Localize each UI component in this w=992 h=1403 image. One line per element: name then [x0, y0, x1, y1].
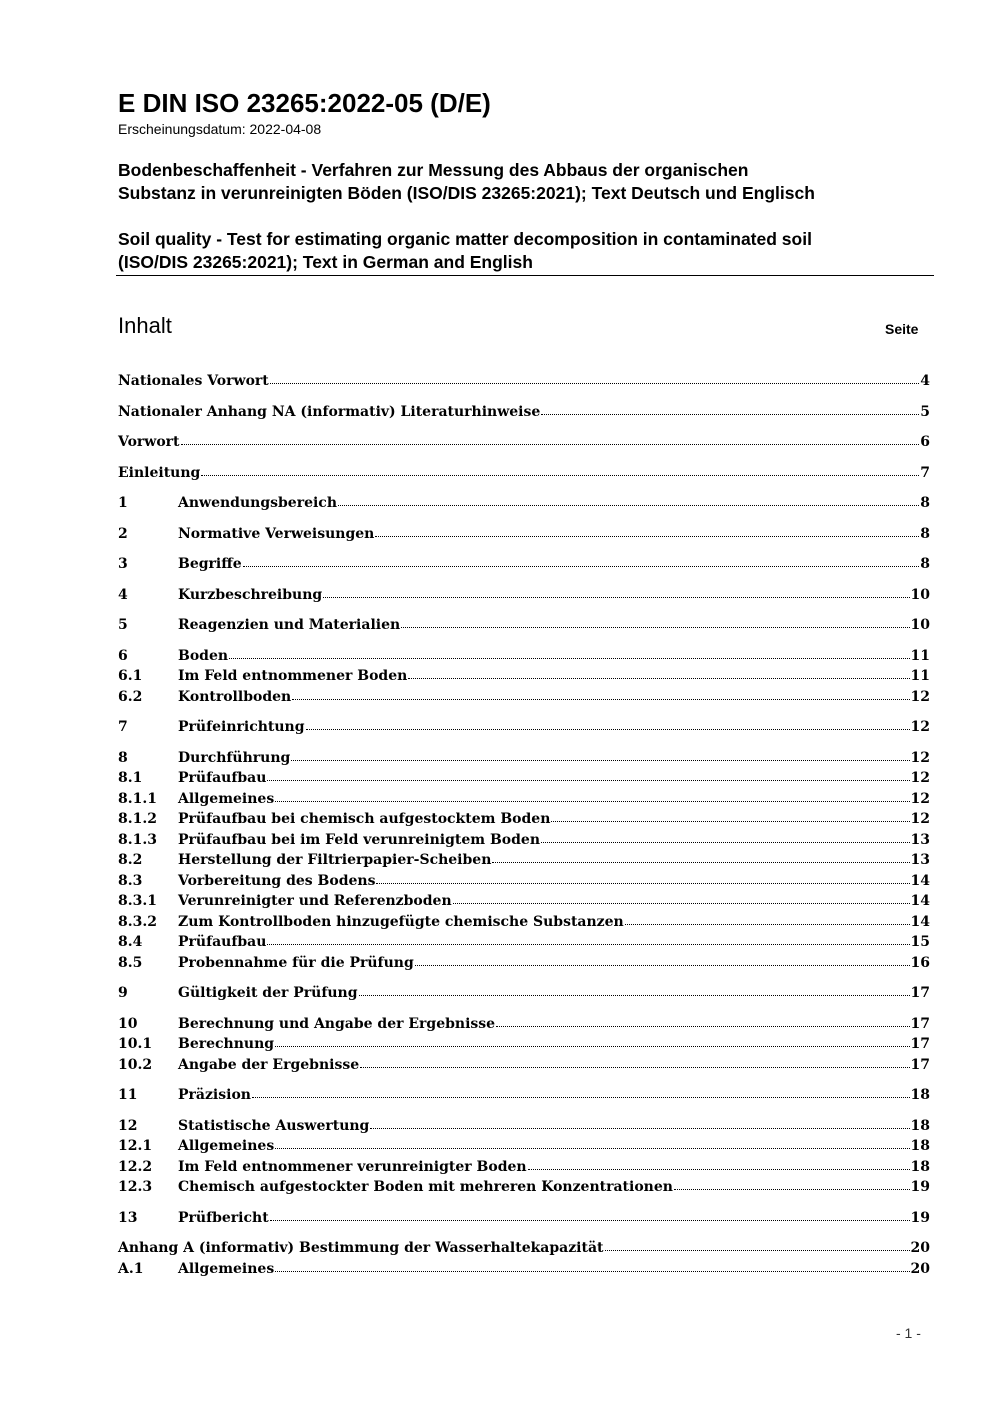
toc-leader-dots: [201, 474, 919, 476]
toc-entry-page: 8: [920, 556, 930, 572]
toc-entry-title: Verunreinigter und Referenzboden: [178, 893, 452, 909]
toc-entry-number: 8.1.2: [118, 811, 157, 827]
toc-entry[interactable]: [118, 932, 930, 953]
toc-entry-number: 8: [118, 749, 128, 766]
table-of-contents: [118, 371, 930, 1279]
toc-entry[interactable]: [118, 646, 930, 667]
toc-entry-number: 1: [118, 495, 128, 511]
toc-entry-page: 12: [910, 811, 930, 827]
toc-entry[interactable]: [118, 463, 930, 484]
toc-entry-number: 2: [118, 525, 128, 542]
toc-entry[interactable]: [118, 493, 930, 514]
toc-entry-number: 8.1.1: [118, 790, 157, 807]
toc-leader-dots: [551, 820, 909, 822]
toc-entry-number: 8.3.1: [118, 893, 157, 909]
toc-entry-number: 8.3.2: [118, 913, 157, 930]
toc-entry-number: 4: [118, 586, 128, 603]
toc-entry-number: 8.5: [118, 954, 143, 971]
toc-leader-dots: [338, 504, 919, 506]
toc-entry-page: 12: [910, 719, 930, 735]
toc-leader-dots: [492, 861, 909, 863]
toc-entry-title: Durchführung: [178, 749, 291, 766]
toc-entry-page: 17: [910, 1056, 930, 1073]
toc-entry-page: 18: [910, 1087, 930, 1103]
toc-entry-title: Zum Kontrollboden hinzugefügte chemische Substanzen: [178, 913, 624, 930]
toc-leader-dots: [275, 800, 909, 802]
toc-entry-page: 13: [910, 852, 930, 868]
toc-leader-dots: [605, 1249, 910, 1251]
toc-leader-dots: [270, 382, 920, 384]
toc-leader-dots: [541, 413, 919, 415]
toc-entry-number: 8.2: [118, 852, 143, 868]
subtitle-german-line: Substanz in verunreinigten Böden (ISO/DIS 23265:2021); Text Deutsch und Englisch: [118, 183, 815, 203]
toc-leader-dots: [275, 1147, 909, 1149]
toc-entry-title: Boden: [178, 647, 229, 664]
toc-entry-page: 4: [920, 373, 930, 389]
toc-entry[interactable]: [118, 432, 930, 453]
toc-entry-title: Im Feld entnommener Boden: [178, 668, 408, 684]
toc-leader-dots: [359, 994, 910, 996]
toc-entry-page: 18: [910, 1117, 930, 1134]
toc-leader-dots: [267, 779, 909, 781]
toc-entry[interactable]: [118, 871, 930, 892]
toc-entry-number: A.1: [118, 1260, 144, 1277]
toc-entry[interactable]: [118, 748, 930, 769]
toc-entry[interactable]: [118, 371, 930, 392]
toc-entry-title: Begriffe: [178, 556, 242, 572]
publication-date: Erscheinungsdatum: 2022-04-08: [118, 121, 322, 137]
toc-entry-title: Prüfbericht: [178, 1209, 269, 1226]
toc-leader-dots: [270, 1219, 910, 1221]
toc-entry-page: 14: [910, 872, 930, 889]
toc-entry-number: 6: [118, 647, 128, 664]
toc-entry-page: 12: [910, 749, 930, 766]
toc-entry-page: 12: [910, 770, 930, 786]
toc-leader-dots: [376, 882, 909, 884]
toc-entry-title: Prüfaufbau: [178, 934, 267, 950]
toc-entry-page: 20: [910, 1260, 930, 1277]
toc-entry-title: Anwendungsbereich: [178, 495, 337, 511]
toc-entry[interactable]: [118, 717, 930, 738]
toc-entry-page: 12: [910, 688, 930, 705]
toc-leader-dots: [267, 943, 909, 945]
toc-leader-dots: [401, 626, 909, 628]
toc-entry-title: Prüfaufbau bei im Feld verunreinigtem Boden: [178, 831, 541, 848]
toc-leader-dots: [625, 923, 910, 925]
toc-entry[interactable]: [118, 1259, 930, 1280]
toc-entry[interactable]: [118, 768, 930, 789]
toc-entry-page: 14: [910, 913, 930, 930]
toc-entry-title: Prüfeinrichtung: [178, 719, 305, 735]
toc-entry-title: Kurzbeschreibung: [178, 586, 323, 603]
toc-entry-page: 17: [910, 1036, 930, 1052]
toc-leader-dots: [306, 728, 910, 730]
toc-entry-number: 5: [118, 617, 128, 633]
toc-entry-title: Vorbereitung des Bodens: [178, 872, 376, 889]
toc-entry-title: Prüfaufbau bei chemisch aufgestocktem Boden: [178, 811, 551, 827]
toc-entry-title: Im Feld entnommener verunreinigter Boden: [178, 1158, 527, 1175]
toc-entry[interactable]: [118, 1014, 930, 1035]
toc-entry-page: 18: [910, 1138, 930, 1154]
toc-entry-number: 7: [118, 719, 128, 735]
toc-entry[interactable]: [118, 983, 930, 1004]
toc-entry[interactable]: [118, 1034, 930, 1055]
toc-page-label: Seite: [885, 321, 919, 337]
toc-entry-number: 12.2: [118, 1158, 153, 1175]
toc-entry-page: 5: [920, 403, 930, 420]
toc-entry-title: Prüfaufbau: [178, 770, 267, 786]
toc-entry-number: 10: [118, 1015, 138, 1032]
toc-entry-number: 10.1: [118, 1036, 153, 1052]
toc-entry[interactable]: [118, 1238, 930, 1259]
toc-entry[interactable]: [118, 850, 930, 871]
toc-entry-title: Reagenzien und Materialien: [178, 617, 401, 633]
toc-entry-number: 13: [118, 1209, 138, 1226]
toc-leader-dots: [453, 902, 910, 904]
document-title: E DIN ISO 23265:2022-05 (D/E): [118, 88, 491, 118]
toc-entry-title: Allgemeines: [178, 1138, 275, 1154]
toc-leader-dots: [243, 565, 920, 567]
toc-entry-title: Kontrollboden: [178, 688, 292, 705]
toc-entry[interactable]: [118, 1136, 930, 1157]
toc-leader-dots: [323, 596, 909, 598]
toc-entry[interactable]: [118, 809, 930, 830]
toc-entry-page: 19: [910, 1209, 930, 1226]
subtitle-english-line: (ISO/DIS 23265:2021); Text in German and English: [118, 252, 533, 272]
toc-entry-page: 11: [910, 647, 930, 664]
toc-leader-dots: [252, 1096, 910, 1098]
toc-entry[interactable]: [118, 953, 930, 974]
toc-entry-title: Probennahme für die Prüfung: [178, 954, 414, 971]
toc-entry-title: Nationaler Anhang NA (informativ) Literaturhinweise: [118, 403, 541, 420]
toc-entry-number: 6.1: [118, 668, 143, 684]
subtitle-english: [118, 228, 948, 274]
toc-entry-number: 3: [118, 556, 128, 572]
toc-entry[interactable]: [118, 1055, 930, 1076]
subtitle-german: [118, 159, 948, 205]
toc-entry-number: 8.1: [118, 770, 143, 786]
toc-entry[interactable]: [118, 891, 930, 912]
toc-leader-dots: [541, 841, 909, 843]
toc-entry-title: Allgemeines: [178, 1260, 275, 1277]
toc-entry-page: 18: [910, 1158, 930, 1175]
toc-entry-title: Nationales Vorwort: [118, 373, 269, 389]
toc-entry[interactable]: [118, 789, 930, 810]
toc-entry-page: 17: [910, 1015, 930, 1032]
toc-entry-title: Präzision: [178, 1087, 251, 1103]
toc-entry-title: Herstellung der Filtrierpapier-Scheiben: [178, 852, 492, 868]
toc-entry[interactable]: [118, 554, 930, 575]
toc-entry[interactable]: [118, 1085, 930, 1106]
toc-entry-number: 12: [118, 1117, 138, 1134]
toc-entry-number: 11: [118, 1087, 138, 1103]
toc-entry-number: 12.1: [118, 1138, 153, 1154]
toc-entry-page: 7: [920, 464, 930, 481]
toc-entry-page: 15: [910, 934, 930, 950]
toc-entry-title: Chemisch aufgestockter Boden mit mehreren Konzentrationen: [178, 1179, 673, 1195]
toc-entry[interactable]: [118, 615, 930, 636]
toc-leader-dots: [229, 657, 909, 659]
toc-entry[interactable]: [118, 1208, 930, 1229]
toc-entry-title: Vorwort: [118, 434, 180, 450]
toc-leader-dots: [408, 677, 909, 679]
toc-entry-title: Angabe der Ergebnisse: [178, 1056, 360, 1073]
toc-entry[interactable]: [118, 402, 930, 423]
toc-entry-title: Berechnung: [178, 1036, 275, 1052]
toc-leader-dots: [360, 1066, 909, 1068]
page-number: - 1 -: [896, 1325, 921, 1341]
toc-entry-number: 8.3: [118, 872, 143, 889]
toc-leader-dots: [291, 759, 909, 761]
subtitle-german-line: Bodenbeschaffenheit - Verfahren zur Messung des Abbaus der organischen: [118, 160, 749, 180]
toc-leader-dots: [275, 1045, 909, 1047]
toc-entry-page: 8: [920, 495, 930, 511]
header-divider: [116, 275, 934, 276]
toc-entry-number: 8.4: [118, 934, 143, 950]
toc-entry-page: 16: [910, 954, 930, 971]
toc-entry-number: 10.2: [118, 1056, 153, 1073]
toc-entry-title: Anhang A (informativ) Bestimmung der Wasserhaltekapazität: [118, 1240, 604, 1256]
toc-leader-dots: [496, 1025, 909, 1027]
toc-entry-page: 11: [910, 668, 930, 684]
toc-entry-page: 8: [920, 525, 930, 542]
toc-leader-dots: [181, 443, 920, 445]
toc-entry-title: Einleitung: [118, 464, 201, 481]
toc-leader-dots: [370, 1127, 909, 1129]
toc-entry-title: Gültigkeit der Prüfung: [178, 985, 358, 1001]
toc-entry-page: 13: [910, 831, 930, 848]
toc-entry[interactable]: [118, 912, 930, 933]
toc-entry-title: Allgemeines: [178, 790, 275, 807]
toc-entry-number: 6.2: [118, 688, 143, 705]
toc-leader-dots: [275, 1270, 909, 1272]
toc-entry-page: 20: [910, 1240, 930, 1256]
toc-entry-page: 10: [910, 586, 930, 603]
toc-entry[interactable]: [118, 1177, 930, 1198]
toc-entry[interactable]: [118, 666, 930, 687]
toc-entry-page: 17: [910, 985, 930, 1001]
toc-heading: Inhalt: [118, 313, 172, 338]
toc-entry-page: 10: [910, 617, 930, 633]
toc-entry-number: 8.1.3: [118, 831, 157, 848]
toc-entry-page: 19: [910, 1179, 930, 1195]
toc-leader-dots: [674, 1188, 910, 1190]
toc-entry-title: Berechnung und Angabe der Ergebnisse: [178, 1015, 496, 1032]
subtitle-english-line: Soil quality - Test for estimating organic matter decomposition in contaminated soil: [118, 229, 812, 249]
toc-leader-dots: [375, 535, 919, 537]
toc-entry-title: Normative Verweisungen: [178, 525, 375, 542]
toc-entry-number: 12.3: [118, 1179, 153, 1195]
toc-leader-dots: [292, 698, 909, 700]
toc-entry-page: 12: [910, 790, 930, 807]
toc-entry-page: 14: [910, 893, 930, 909]
toc-entry[interactable]: [118, 524, 930, 545]
toc-leader-dots: [415, 964, 910, 966]
toc-entry[interactable]: [118, 830, 930, 851]
toc-entry-title: Statistische Auswertung: [178, 1117, 370, 1134]
toc-entry[interactable]: [118, 585, 930, 606]
toc-leader-dots: [528, 1168, 910, 1170]
toc-entry[interactable]: [118, 687, 930, 708]
toc-entry-number: 9: [118, 985, 128, 1001]
toc-entry-page: 6: [920, 434, 930, 450]
toc-entry[interactable]: [118, 1157, 930, 1178]
toc-entry[interactable]: [118, 1116, 930, 1137]
